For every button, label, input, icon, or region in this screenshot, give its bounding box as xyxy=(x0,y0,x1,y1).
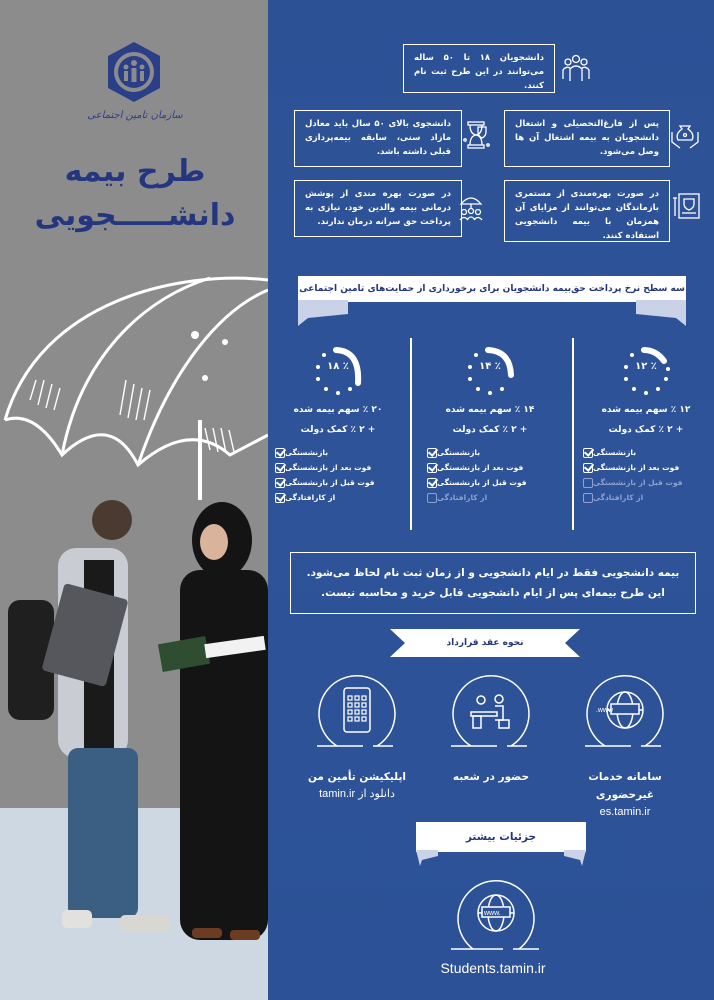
globe-www-icon xyxy=(451,875,541,955)
info-box-text: پس از فارغ‌التحصیلی و اشتغال دانشجویان به بیمه اشتغال آن ها وصل می‌شود. xyxy=(515,119,659,157)
coverage-item: بازنشستگی xyxy=(578,445,698,460)
info-box-text: دانشجویان ۱۸ تا ۵۰ ساله می‌توانند در این طرح ثبت نام کنند. xyxy=(414,53,544,91)
method-mobile-app[interactable] xyxy=(294,672,420,802)
coverage-list xyxy=(422,445,542,505)
org-name: سازمان تامین اجتماعی xyxy=(87,110,183,121)
students-photo xyxy=(0,490,268,950)
title-line-2: دانشـــــجویی xyxy=(34,198,236,233)
government-share: + ۲ ٪ کمک دولت xyxy=(608,425,684,435)
rate-percent: ٪ ۱۴ xyxy=(479,361,501,372)
checkbox-empty-icon xyxy=(583,478,593,488)
coverage-item: بازنشستگی xyxy=(270,445,390,460)
coverage-item: از کارافتادگی xyxy=(578,490,698,505)
info-box-text: دانشجوی بالای ۵۰ سال باید معادل مازاد سنی، سابقه بیمه‌پردازی قبلی داشته باشد. xyxy=(305,119,451,157)
notice-line-2: این طرح بیمه‌ای پس از ایام دانشجویی قابل خرید و محاسبه نیست. xyxy=(321,587,665,599)
rate-percent: ٪ ۱۸ xyxy=(327,361,349,372)
students-site-link[interactable]: Students.tamin.ir xyxy=(440,960,546,976)
coverage-item: بازنشستگی xyxy=(422,445,542,460)
office-desk-icon xyxy=(451,672,531,752)
umbrella-illustration xyxy=(0,260,268,500)
ribbon-tail-right xyxy=(564,850,586,866)
coverage-list xyxy=(578,445,698,505)
ribbon-tail-left xyxy=(416,850,438,866)
coverage-item: فوت بعد از بازنشستگی xyxy=(578,460,698,475)
checkbox-checked-icon xyxy=(275,463,285,473)
government-share: + ۲ ٪ کمک دولت xyxy=(452,425,528,435)
info-box-graduation xyxy=(504,110,670,167)
mobile-app-icon xyxy=(317,672,397,752)
ribbon-tail-right xyxy=(636,300,686,326)
insured-share: ۲۰ ٪ سهم بیمه شده xyxy=(293,405,383,415)
column-divider xyxy=(410,338,412,530)
coverage-item: فوت قبل از بازنشستگی xyxy=(270,475,390,490)
coverage-item: فوت بعد از بازنشستگی xyxy=(422,460,542,475)
info-box-parent-coverage xyxy=(294,180,462,237)
checkbox-checked-icon xyxy=(583,448,593,458)
government-share: + ۲ ٪ کمک دولت xyxy=(300,425,376,435)
svg-text:www.: www. xyxy=(595,707,613,714)
document-shield-icon xyxy=(672,192,702,222)
method-label: حضور در شعبه xyxy=(452,771,530,783)
coverage-item: فوت قبل از بازنشستگی xyxy=(578,475,698,490)
checkbox-empty-icon xyxy=(427,493,437,503)
info-box-text: در صورت بهره مندی از پوشش درمانی بیمه والدین خود، نیازی به پرداخت حق سرانه درمان ندارند. xyxy=(305,189,451,227)
checkbox-checked-icon xyxy=(275,448,285,458)
method-url[interactable]: es.tamin.ir xyxy=(599,806,651,818)
column-divider xyxy=(572,338,574,530)
info-box-over-50 xyxy=(294,110,462,167)
ribbon-tail-left xyxy=(298,300,348,326)
checkbox-checked-icon xyxy=(427,478,437,488)
plan-12 xyxy=(576,335,714,530)
more-details-ribbon: جزئیات بیشتر xyxy=(416,822,586,852)
globe-www-icon xyxy=(585,672,665,752)
insured-share: ۱۴ ٪ سهم بیمه شده xyxy=(445,405,535,415)
plan-18 xyxy=(268,335,408,530)
tamin-logo-icon xyxy=(104,40,164,104)
checkbox-checked-icon xyxy=(427,448,437,458)
method-label: اپلیکیشن تأمین من xyxy=(307,771,407,783)
method-label: سامانه خدمات غیرحضوری xyxy=(588,771,662,801)
group-people-icon xyxy=(561,53,591,83)
method-online-services[interactable] xyxy=(562,672,688,820)
info-box-text: در صورت بهره‌مندی از مستمری بازماندگان می‌توانند از مزایای آن همزمان با بیمه دانشجویی استفاده کنند. xyxy=(515,189,659,241)
title-line-1: طرح بیمه xyxy=(64,154,206,189)
checkbox-checked-icon xyxy=(583,463,593,473)
method-branch-visit[interactable] xyxy=(428,672,554,786)
coverage-list xyxy=(270,445,390,505)
hands-moneybag-icon xyxy=(670,120,700,150)
notice-line-1: بیمه دانشجویی فقط در ایام دانشجویی و از زمان ثبت نام لحاظ می‌شود. xyxy=(306,567,680,579)
checkbox-empty-icon xyxy=(583,493,593,503)
rates-ribbon: سه سطح نرخ پرداخت حق‌بیمه دانشجویان برای برخورداری از حمایت‌های تامین اجتماعی xyxy=(298,276,686,302)
info-box-age xyxy=(403,44,555,93)
coverage-item: از کارافتادگی xyxy=(422,490,542,505)
rate-percent: ٪ ۱۲ xyxy=(635,361,657,372)
coverage-item: فوت قبل از بازنشستگی xyxy=(422,475,542,490)
method-url[interactable]: دانلود از tamin.ir xyxy=(319,788,395,800)
umbrella-family-icon xyxy=(456,192,486,222)
right-info-panel xyxy=(268,0,714,1000)
contract-ribbon: نحوه عقد قرارداد xyxy=(446,638,524,648)
info-box-survivors-pension xyxy=(504,180,670,242)
checkbox-checked-icon xyxy=(275,493,285,503)
hourglass-shield-icon xyxy=(462,120,492,150)
coverage-item: فوت بعد از بازنشستگی xyxy=(270,460,390,475)
coverage-item: از کارافتادگی xyxy=(270,490,390,505)
plan-14 xyxy=(420,335,560,530)
page-title xyxy=(20,150,250,238)
left-hero-panel xyxy=(0,0,268,1000)
svg-text:www.: www. xyxy=(484,910,501,917)
checkbox-checked-icon xyxy=(275,478,285,488)
notice-box xyxy=(290,552,696,614)
insured-share: ۱۲ ٪ سهم بیمه شده xyxy=(601,405,691,415)
checkbox-checked-icon xyxy=(427,463,437,473)
